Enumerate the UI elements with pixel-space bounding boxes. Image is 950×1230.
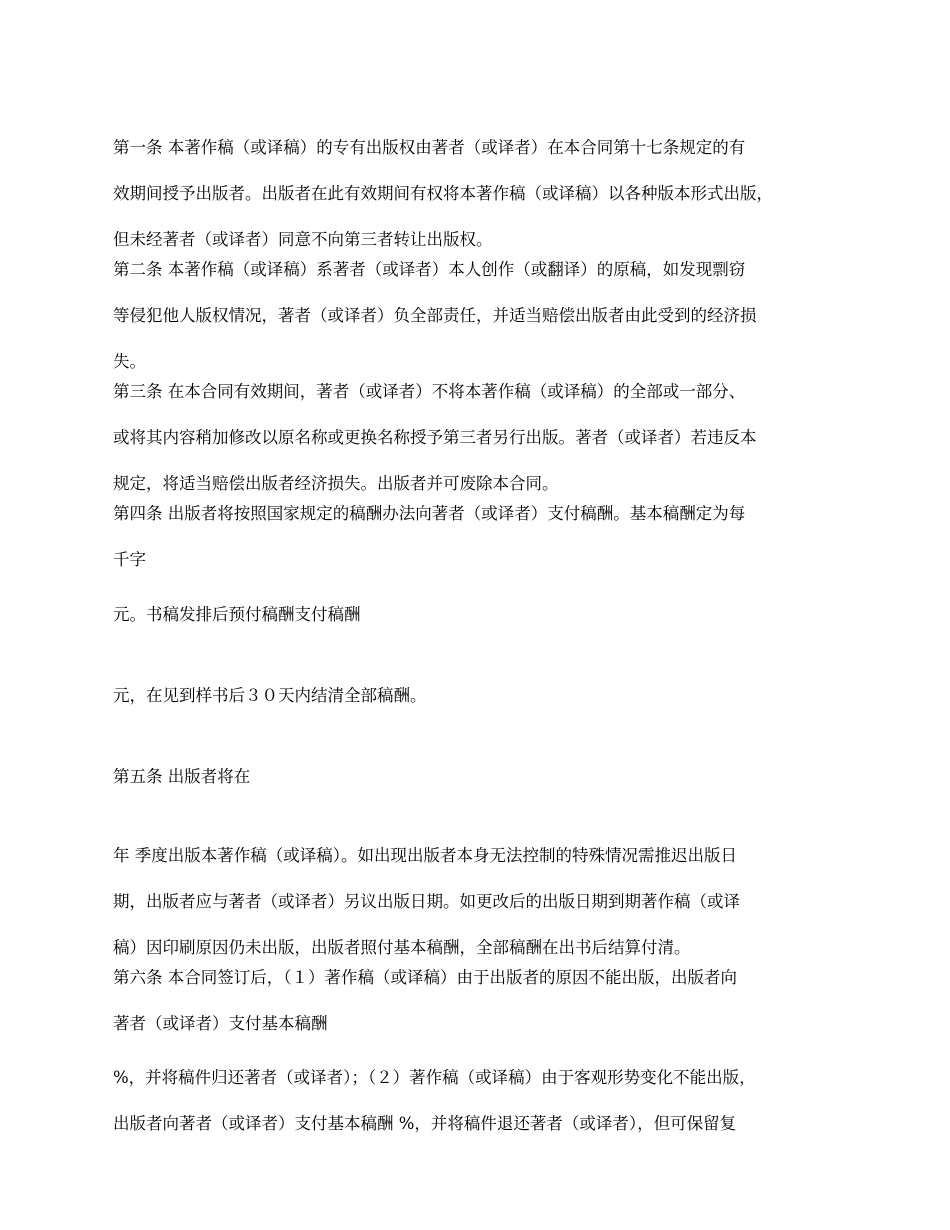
text-line: 期，出版者应与著者（或译者）另议出版日期。如更改后的出版日期到期著作稿（或译 bbox=[113, 892, 740, 911]
text-line: 或将其内容稍加修改以原名称或更换名称授予第三者另行出版。著者（或译者）若违反本 bbox=[113, 428, 757, 447]
text-line: 但未经著者（或译者）同意不向第三者转让出版权。 bbox=[113, 230, 493, 249]
text-line: 规定，将适当赔偿出版者经济损失。出版者并可废除本合同。 bbox=[113, 474, 559, 493]
text-line: 失。 bbox=[113, 352, 146, 371]
article-4-continuation-2 bbox=[113, 661, 858, 730]
article-6-continuation bbox=[113, 1043, 858, 1158]
article-6-paragraph bbox=[113, 943, 858, 1058]
text-line: 第二条 本著作稿（或译稿）系著者（或译者）本人创作（或翻译）的原稿，如发现剽窃 bbox=[113, 260, 746, 279]
article-4-continuation-1 bbox=[113, 580, 858, 649]
text-line: 第五条 出版者将在 bbox=[113, 767, 251, 786]
text-line: 元，在见到样书后３０天内结清全部稿酬。 bbox=[113, 686, 427, 705]
text-line: 第四条 出版者将按照国家规定的稿酬办法向著者（或译者）支付稿酬。基本稿酬定为每 bbox=[113, 504, 746, 523]
text-line: 第六条 本合同签订后，（１）著作稿（或译稿）由于出版者的原因不能出版，出版者向 bbox=[113, 968, 737, 987]
text-line: 著者（或译者）支付基本稿酬 bbox=[113, 1014, 328, 1033]
text-line: 等侵犯他人版权情况，著者（或译者）负全部责任，并适当赔偿出版者由此受到的经济损 bbox=[113, 306, 757, 325]
text-line: 稿）因印刷原因仍未出版，出版者照付基本稿酬，全部稿酬在出书后结算付清。 bbox=[113, 938, 691, 957]
text-line: 第一条 本著作稿（或译稿）的专有出版权由著者（或译者）在本合同第十七条规定的有 bbox=[113, 138, 746, 157]
article-5-paragraph bbox=[113, 742, 858, 811]
text-line: %，并将稿件归还著者（或译者）；（２）著作稿（或译稿）由于客观形势变化不能出版， bbox=[113, 1068, 756, 1087]
article-4-paragraph bbox=[113, 479, 858, 594]
text-line: 元。书稿发排后预付稿酬支付稿酬 bbox=[113, 605, 361, 624]
text-line: 千字 bbox=[113, 550, 146, 569]
text-line: 年 季度出版本著作稿（或译稿）。如出现出版者本身无法控制的特殊情况需推迟出版日 bbox=[113, 846, 737, 865]
text-line: 出版者向著者（或译者）支付基本稿酬 %，并将稿件退还著者（或译者），但可保留复 bbox=[113, 1114, 737, 1133]
text-line: 效期间授予出版者。出版者在此有效期间有权将本著作稿（或译稿）以各种版本形式出版， bbox=[113, 184, 773, 203]
text-line: 第三条 在本合同有效期间，著者（或译者）不将本著作稿（或译稿）的全部或一部分、 bbox=[113, 382, 746, 401]
